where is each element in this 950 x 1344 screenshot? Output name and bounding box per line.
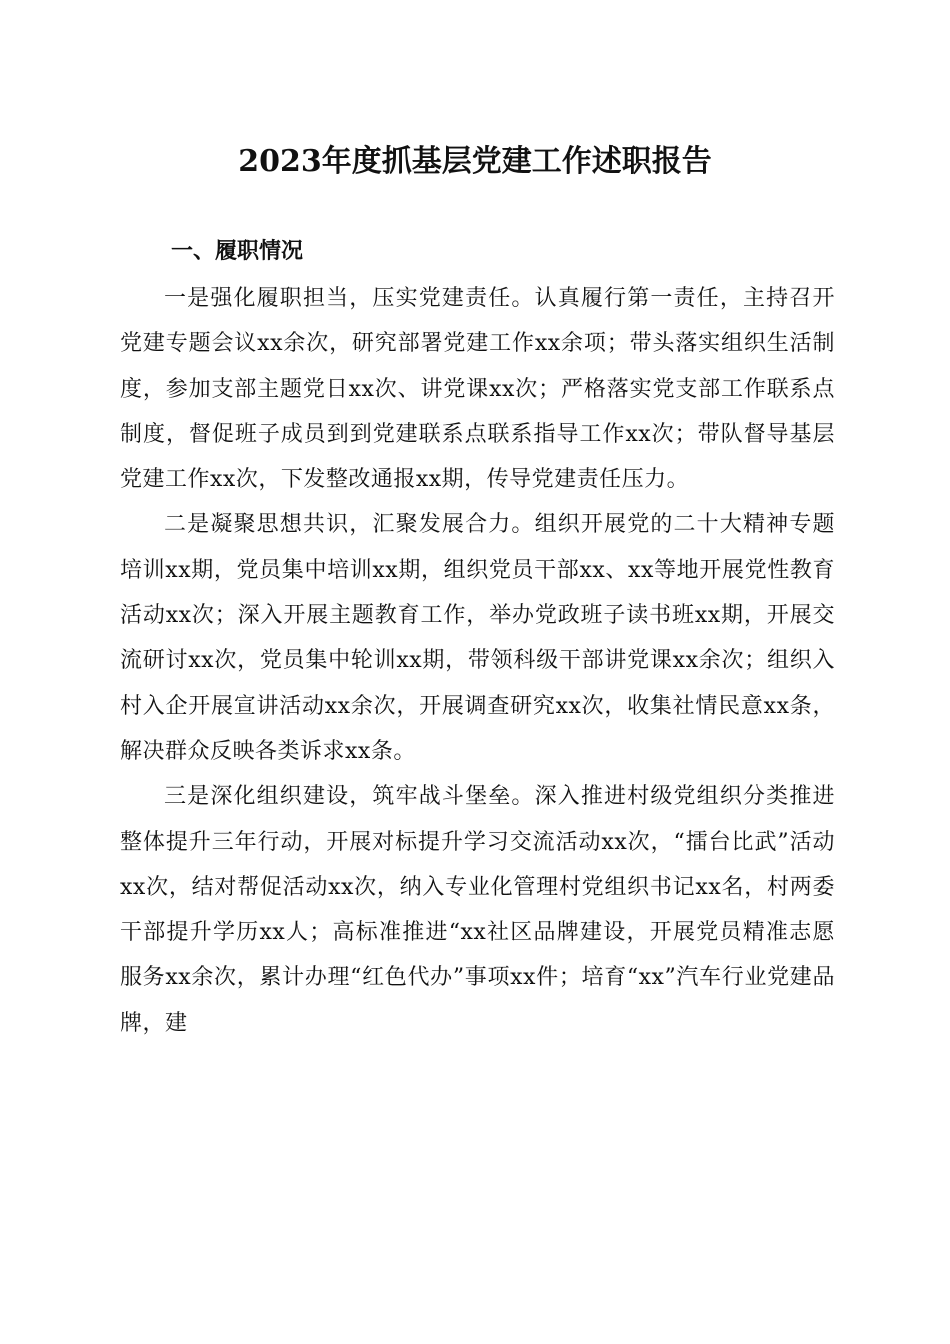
- paragraph-text: 深入推进村级党组织分类推进整体提升三年行动，开展对标提升学习交流活动xx次，“擂台比武”活动xx次，结对帮促活动xx次，纳入专业化管理村党组织书记xx名，村两委干部提升学历xx人；高标准推进“xx社区品牌建设，开展党员精准志愿服务xx余次，累计办理“红色代办”事项xx件；培育“xx”汽车行业党建品牌，建: [120, 784, 835, 1036]
- paragraph-1: [120, 276, 835, 502]
- paragraph-3: [120, 774, 835, 1046]
- document-title: 2023年度抓基层党建工作述职报告: [238, 144, 712, 179]
- paragraph-lead: 二是凝聚思想共识，汇聚发展合力。: [164, 512, 535, 538]
- section-heading: 一、履职情况: [171, 239, 304, 264]
- paragraph-2: [120, 502, 835, 774]
- paragraph-lead: 三是深化组织建设，筑牢战斗堡垒。: [164, 784, 535, 810]
- paragraph-lead: 一是强化履职担当，压实党建责任。: [164, 286, 535, 311]
- paragraph-text: 认真履行第一责任，主持召开党建专题会议xx余次，研究部署党建工作xx余项；带头落实组织生活制度，参加支部主题党日xx次、讲党课xx次；严格落实党支部工作联系点制度，督促班子成员到到党建联系点联系指导工作xx次；带队督导基层党建工作xx次，下发整改通报xx期，传导党建责任压力。: [120, 286, 835, 493]
- paragraph-text: 组织开展党的二十大精神专题培训xx期，党员集中培训xx期，组织党员干部xx、xx等地开展党性教育活动xx次；深入开展主题教育工作，举办党政班子读书班xx期，开展交流研讨xx次，党员集中轮训xx期，带领科级干部讲党课xx余次；组织入村入企开展宣讲活动xx余次，开展调查研究xx次，收集社情民意xx条，解决群众反映各类诉求xx条。: [120, 512, 835, 764]
- document-body: [120, 276, 835, 1046]
